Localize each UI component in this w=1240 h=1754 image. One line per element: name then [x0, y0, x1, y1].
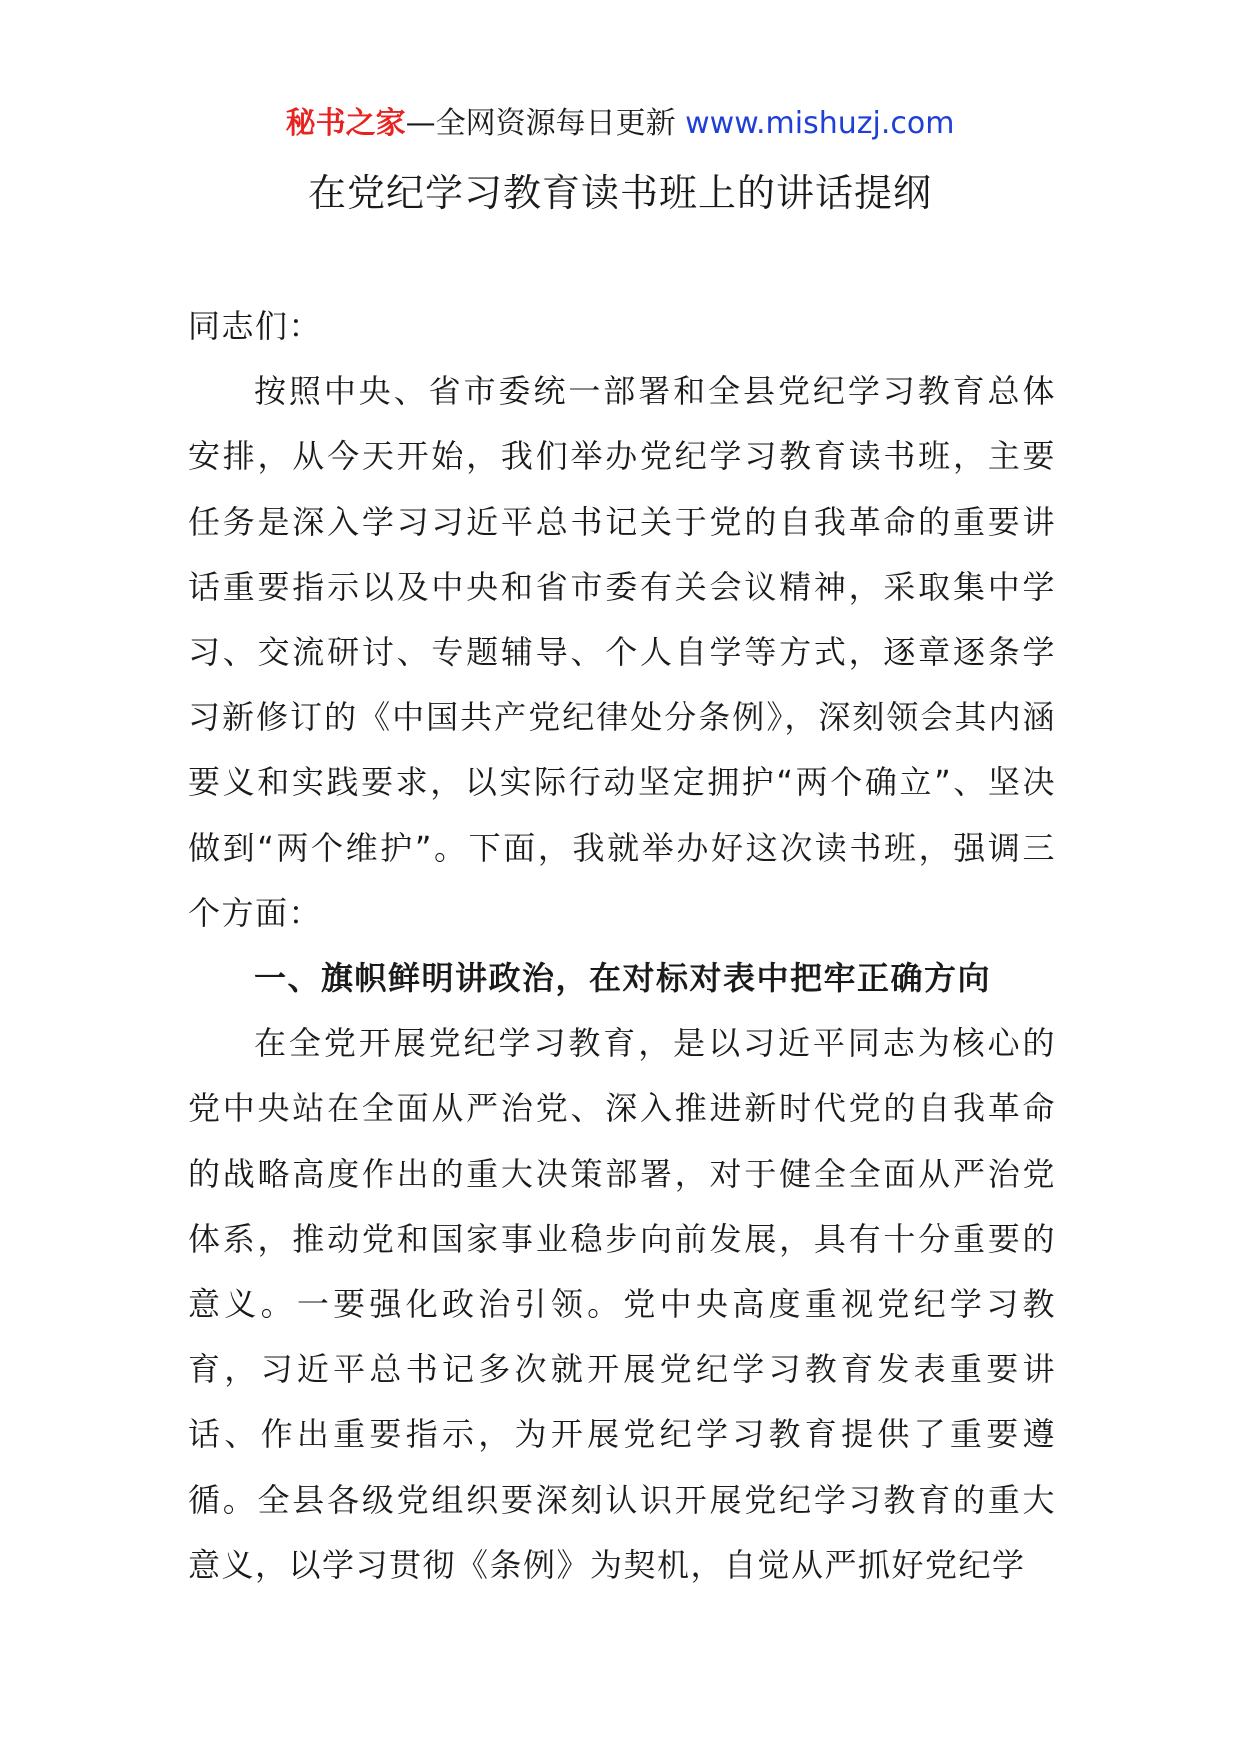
site-header: [0, 104, 1240, 144]
header-tagline: —全网资源每日更新: [405, 106, 676, 141]
document-title: 在党纪学习教育读书班上的讲话提纲: [307, 171, 932, 215]
body-paragraph: 在全党开展党纪学习教育，是以习近平同志为核心的党中央站在全面从严治党、深入推进新时代党的自我革命的战略高度作出的重大决策部署，对于健全全面从严治党体系，推动党和国家事业稳步向前发展，具有十分重要的意义。一要强化政治引领。党中央高度重视党纪学习教育，习近平总书记多次就开展党纪学习教育发表重要讲话、作出重要指示，为开展党纪学习教育提供了重要遵循。全县各级党组织要深刻认识开展党纪学习教育的重大意义，以学习贯彻《条例》为契机，自觉从严抓好党纪学: [188, 1024, 1056, 1584]
section-heading: 一、旗帜鲜明讲政治，在对标对表中把牢正确方向: [254, 959, 992, 998]
site-url-link[interactable]: www.mishuzj.com: [685, 106, 955, 141]
salutation: 同志们：: [188, 307, 323, 345]
body-paragraph: 按照中央、省市委统一部署和全县党纪学习教育总体安排，从今天开始，我们举办党纪学习教育读书班，主要任务是深入学习习近平总书记关于党的自我革命的重要讲话重要指示以及中央和省市委有关会议精神，采取集中学习、交流研讨、专题辅导、个人自学等方式，逐章逐条学习新修订的《中国共产党纪律处分条例》，深刻领会其内涵要义和实践要求，以实际行动坚定拥护“两个确立”、坚决做到“两个维护”。下面，我就举办好这次读书班，强调三个方面：: [188, 372, 1056, 932]
brand-name: 秘书之家: [285, 106, 406, 141]
document-body: [188, 294, 1056, 1598]
